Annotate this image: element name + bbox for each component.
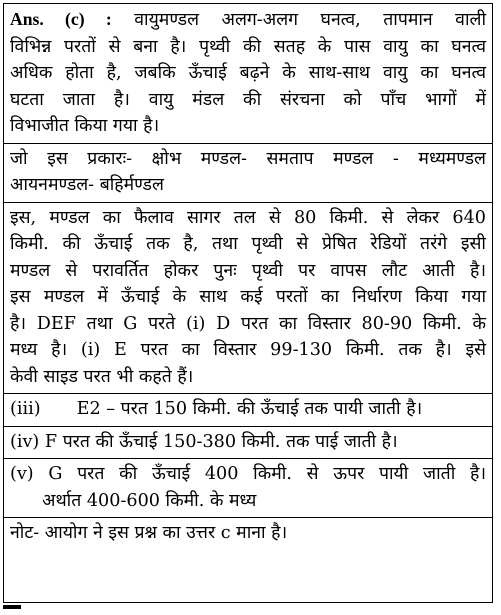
item-iv-text: F परत की ऊँचाई 150-380 किमी. तक पाई जाती है। (44, 431, 398, 452)
answer-line-5: विभाजीत किया गया है। (10, 116, 160, 136)
footer-mark (3, 605, 21, 609)
ionosphere-line-3: मण्डल से परावर्तित होकर पुनः पृथ्वी पर वापस लौट आती है। (10, 260, 486, 281)
ionosphere-line-1: इस, मण्डल का फैलाव सागर तल से 80 किमी. से लेकर 640 (10, 207, 486, 228)
layers-paragraph (4, 144, 492, 203)
item-v-text: G परत की ऊँचाई 400 किमी. से ऊपर पायी जाती है। (48, 464, 486, 484)
ionosphere-line-6: मध्य है। (i) E परत का विस्तार 99-130 किमी. तक है। इसे (10, 340, 486, 360)
item-v-label: (v) (10, 464, 34, 484)
answer-label: Ans. (c) : (10, 9, 112, 29)
item-v (4, 459, 492, 518)
answer-line-2: विभिन्न परतों से बना है। पृथ्वी की सतह के पास वायु का घनत्व (10, 36, 486, 57)
layers-line-1: जो इस प्रकारः- क्षोभ मण्डल- समताप मण्डल - मध्यमण्डल (10, 148, 486, 169)
item-iv (4, 427, 492, 460)
item-iv-label: (iv) (10, 431, 40, 452)
answer-box (3, 3, 493, 603)
ionosphere-line-2: किमी. की ऊँचाई तक है, तथा पृथ्वी से प्रेषित रेडियों तरंगे इसी (10, 234, 486, 254)
answer-line-1: वायुमण्डल अलग-अलग घनत्व, तापमान वाली (134, 10, 487, 30)
ionosphere-line-5: है। DEF तथा G परते (i) D परत का विस्तार 80-90 किमी. के (10, 313, 486, 334)
ionosphere-line-7: केवी साइड परत भी कहते हैं। (10, 366, 194, 387)
item-iii (4, 394, 492, 427)
ionosphere-line-4: इस मण्डल में ऊँचाई के साथ कई परतों का निर्धारण किया गया (10, 287, 486, 307)
note (4, 518, 492, 550)
answer-paragraph (4, 4, 492, 144)
answer-line-4: घटता जाता है। वायु मंडल की संरचना को पाँच भागों में (10, 89, 486, 110)
item-iii-label: (iii) (10, 399, 41, 419)
item-v-text-2: अर्थात 400-600 किमी. के मध्य (42, 490, 257, 511)
ionosphere-paragraph (4, 203, 492, 395)
layers-line-2: आयनमण्डल- बहिर्मण्डल (10, 175, 164, 195)
note-text: नोट- आयोग ने इस प्रश्न का उत्तर c माना है। (10, 523, 288, 543)
answer-line-3: अधिक होता है, जबकि ऊँचाई बढ़ने के साथ-साथ वायु का घनत्व (10, 63, 486, 83)
item-iii-text: E2 – परत 150 किमी. की ऊँचाई तक पायी जाती है। (76, 399, 423, 419)
